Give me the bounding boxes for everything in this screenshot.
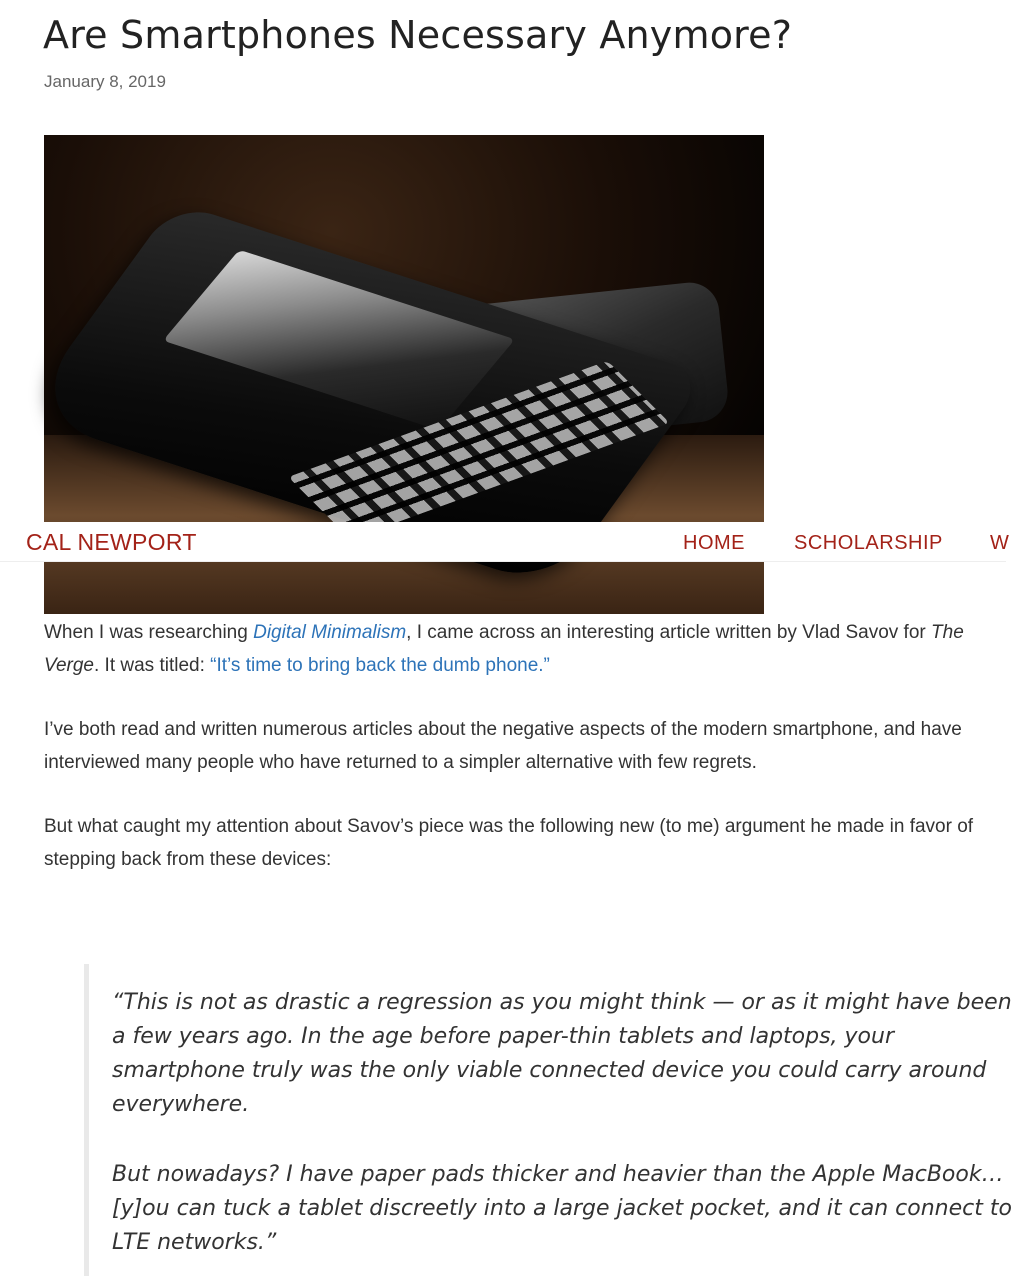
paragraph-1: [44, 616, 979, 682]
paragraph-1-text-b: , I came across an interesting article written by Vlad Savov for: [406, 622, 932, 643]
brand-logo-link[interactable]: CAL NEWPORT: [26, 529, 197, 555]
article-date: January 8, 2019: [44, 72, 166, 91]
dumb-phone-article-link[interactable]: “It’s time to bring back the dumb phone.”: [210, 655, 550, 676]
article-title: Are Smartphones Necessary Anymore?: [43, 13, 793, 57]
the-verge-title: The Verge: [44, 622, 964, 676]
paragraph-1-text-a: When I was researching: [44, 622, 254, 643]
nav-home[interactable]: HOME: [683, 532, 745, 554]
nav-scholarship[interactable]: SCHOLARSHIP: [794, 532, 943, 554]
paragraph-1-text-c: . It was titled:: [94, 655, 211, 676]
nav-item-truncated[interactable]: W: [990, 532, 1010, 554]
digital-minimalism-link[interactable]: Digital Minimalism: [253, 622, 407, 643]
paragraph-2: I’ve both read and written numerous articles about the negative aspects of the modern smartphone, and have interviewed many people who have returned to a simpler alternative with few regrets.: [44, 719, 962, 773]
quote-paragraph-2: But nowadays? I have paper pads thicker and heavier than the Apple MacBook…[y]ou can tuck a tablet discreetly into a large jacket pocket, and it can connect to LTE networks.”: [112, 1162, 1012, 1255]
quote-paragraph-1: “This is not as drastic a regression as you might think — or as it might have been a few years ago. In the age before paper-thin tablets and laptops, your smartphone truly was the only viable connected device you could carry around everywhere.: [112, 990, 1012, 1117]
blockquote: [84, 964, 1019, 1276]
article-body: [44, 616, 979, 907]
paragraph-3: But what caught my attention about Savov’s piece was the following new (to me) argument he made in favor of stepping back from these devices:: [44, 816, 974, 870]
site-navbar: [0, 522, 1010, 562]
